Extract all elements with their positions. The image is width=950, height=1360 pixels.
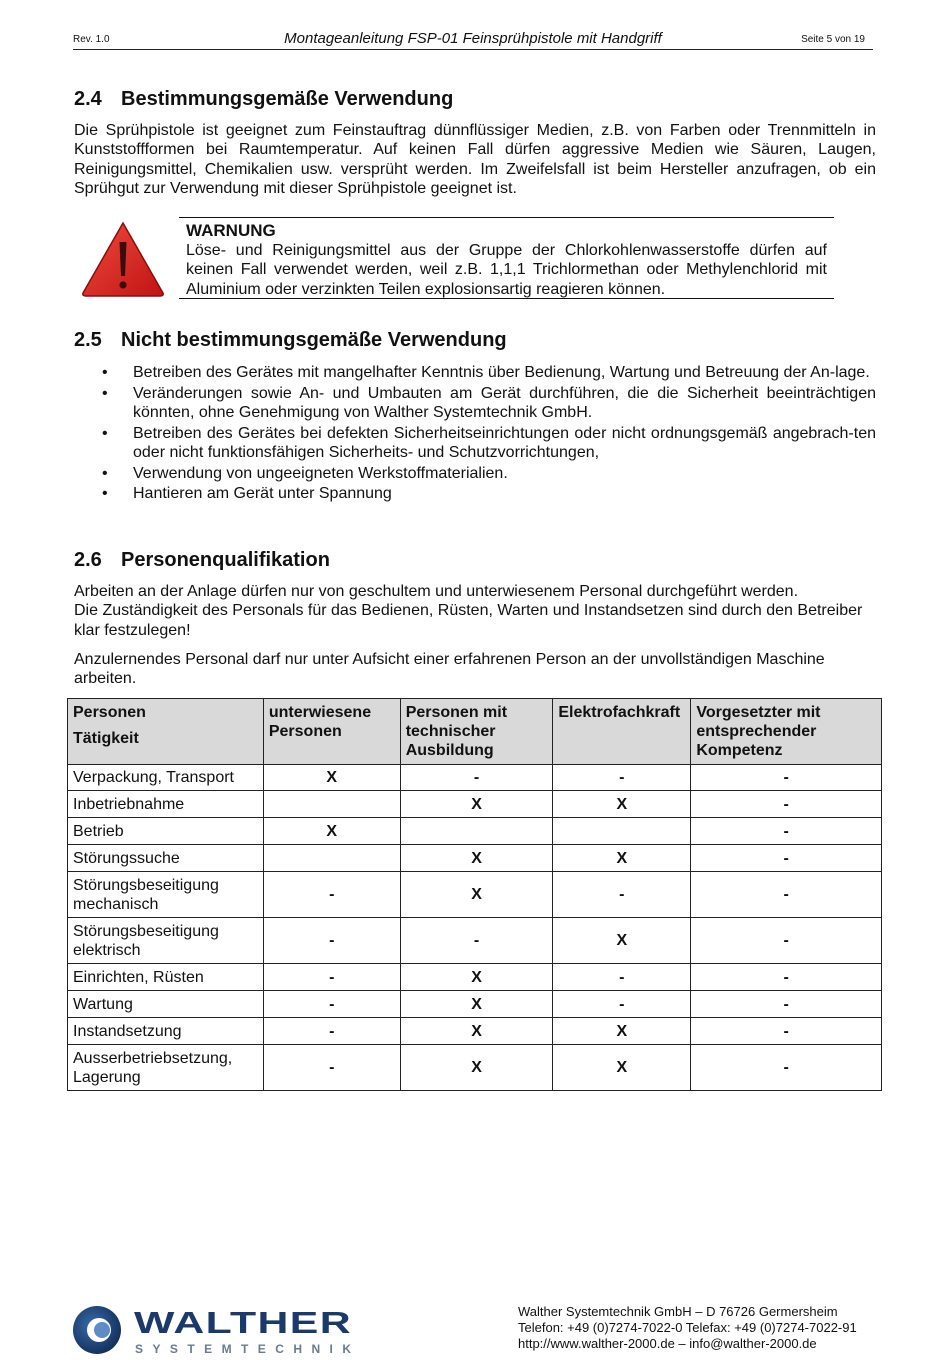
table-cell bbox=[263, 845, 400, 872]
table-cell: - bbox=[553, 872, 691, 918]
table-cell: - bbox=[691, 964, 882, 991]
warning-title: WARNUNG bbox=[186, 221, 276, 240]
section-title: Bestimmungsgemäße Verwendung bbox=[121, 88, 454, 110]
activity-cell: Inbetriebnahme bbox=[68, 791, 264, 818]
table-cell: - bbox=[691, 918, 882, 964]
table-row bbox=[68, 1018, 882, 1045]
table-cell: - bbox=[691, 991, 882, 1018]
table-row bbox=[68, 791, 882, 818]
column-header: Personen mit technischer Ausbildung bbox=[400, 699, 553, 765]
table-cell: X bbox=[553, 918, 691, 964]
activity-cell: Instandsetzung bbox=[68, 1018, 264, 1045]
table-cell bbox=[553, 818, 691, 845]
activity-cell: Störungssuche bbox=[68, 845, 264, 872]
table-header-row bbox=[68, 699, 882, 765]
table-row bbox=[68, 918, 882, 964]
table-cell: - bbox=[553, 991, 691, 1018]
table-cell: - bbox=[263, 918, 400, 964]
table-cell: - bbox=[691, 1018, 882, 1045]
section-title: Nicht bestimmungsgemäße Verwendung bbox=[121, 329, 507, 351]
section-number: 2.4 bbox=[74, 88, 102, 110]
qualification-line-1: Arbeiten an der Anlage dürfen nur von geschultem und unterwiesenem Personal durchgeführt werden. bbox=[74, 583, 799, 600]
warning-triangle-icon bbox=[80, 220, 166, 298]
table-cell: - bbox=[691, 872, 882, 918]
activity-cell: Ausserbetriebsetzung, Lagerung bbox=[68, 1045, 264, 1091]
table-cell: - bbox=[553, 765, 691, 791]
logo-subtitle: SYSTEMTECHNIK bbox=[135, 1342, 351, 1356]
company-web-link[interactable]: http://www.walther-2000.de – info@walther-2000.de bbox=[518, 1336, 817, 1351]
table-cell: X bbox=[400, 845, 553, 872]
table-cell: X bbox=[400, 1045, 553, 1091]
table-cell: - bbox=[553, 964, 691, 991]
trainee-paragraph: Anzulernendes Personal darf nur unter Aufsicht einer erfahrenen Person an der unvollständigen Maschine arbeiten. bbox=[74, 651, 825, 688]
section-number: 2.6 bbox=[74, 549, 102, 571]
table-cell: X bbox=[400, 1018, 553, 1045]
activity-cell: Wartung bbox=[68, 991, 264, 1018]
table-cell: X bbox=[400, 991, 553, 1018]
table-cell: - bbox=[691, 765, 882, 791]
warning-text: Löse- und Reinigungsmittel aus der Gruppe der Chlorkohlenwasserstoffe dürfen auf keinen Fall verwendet werden, weil z.B. 1,1,1 Trichlormethan oder Methylenchlorid mit Aluminium oder verzinkten Teilen explosionsartig reagieren können. bbox=[186, 242, 827, 298]
column-header: unterwiesene Personen bbox=[263, 699, 400, 765]
section-heading-2-4 bbox=[74, 88, 453, 111]
table-row bbox=[68, 1045, 882, 1091]
table-row bbox=[68, 765, 882, 791]
table-row bbox=[68, 964, 882, 991]
intended-use-paragraph: Die Sprühpistole ist geeignet zum Feinstauftrag dünnflüssiger Medien, z.B. von Farben oder Trennmitteln in Kunststoffformen bei Raumtemperatur. Auf keinen Fall dürfen aggressive Medien wie Säuren, Laugen, Reinigungsmittel, Chemikalien usw. versprüht werden. Im Zweifelsfall ist beim Hersteller anzufragen, ob ein Sprühgut zur Verwendung mit dieser Sprühpistole geeignet ist. bbox=[74, 122, 876, 198]
table-row bbox=[68, 845, 882, 872]
table-cell: - bbox=[263, 1045, 400, 1091]
walther-logo bbox=[72, 1303, 362, 1357]
logo-word: WALTHER bbox=[134, 1305, 352, 1340]
table-cell: X bbox=[400, 791, 553, 818]
table-cell: - bbox=[263, 1018, 400, 1045]
table-row bbox=[68, 991, 882, 1018]
list-item: • Betreiben des Gerätes bei defekten Sicherheitseinrichtungen oder nicht ordnungsgemäß angebrach-ten oder nicht funktionsfähigen Sicherheits- und Schutzvorrichtungen, bbox=[102, 424, 876, 461]
table-cell: - bbox=[400, 918, 553, 964]
warning-box bbox=[179, 217, 834, 299]
table-cell: X bbox=[263, 818, 400, 845]
list-item: • Betreiben des Gerätes mit mangelhafter Kenntnis über Bedienung, Wartung und Betreuung der An-lage. bbox=[102, 364, 870, 381]
section-number: 2.5 bbox=[74, 329, 102, 351]
list-item: • Veränderungen sowie An- und Umbauten am Gerät durchführen, die die Sicherheit beeinträchtigen könnten, ohne Genehmigung von Walther Systemtechnik GmbH. bbox=[102, 384, 876, 421]
table-row bbox=[68, 818, 882, 845]
list-item: • Hantieren am Gerät unter Spannung bbox=[102, 485, 392, 503]
column-header: Vorgesetzter mit entsprechender Kompetenz bbox=[691, 699, 882, 765]
activity-cell: Störungsbeseitigung mechanisch bbox=[68, 872, 264, 918]
table-cell: X bbox=[553, 791, 691, 818]
section-heading-2-6 bbox=[74, 549, 330, 572]
company-name: Walther Systemtechnik GmbH – D 76726 Germersheim bbox=[518, 1304, 838, 1319]
table-cell: - bbox=[691, 845, 882, 872]
table-cell: X bbox=[553, 845, 691, 872]
table-cell bbox=[263, 791, 400, 818]
table-corner-header bbox=[68, 699, 264, 765]
qualification-paragraph bbox=[74, 582, 876, 640]
activity-cell: Verpackung, Transport bbox=[68, 765, 264, 791]
table-cell: - bbox=[263, 991, 400, 1018]
company-phone: Telefon: +49 (0)7274-7022-0 Telefax: +49 (0)7274-7022-91 bbox=[518, 1320, 857, 1335]
section-title: Personenqualifikation bbox=[121, 549, 330, 571]
corner-label-activity: Tätigkeit bbox=[73, 730, 139, 747]
activity-cell: Störungsbeseitigung elektrisch bbox=[68, 918, 264, 964]
revision-label: Rev. 1.0 bbox=[73, 34, 110, 45]
section-heading-2-5 bbox=[74, 329, 507, 352]
table-cell: - bbox=[400, 765, 553, 791]
corner-label-persons: Personen bbox=[73, 704, 146, 721]
table-cell: X bbox=[263, 765, 400, 791]
qualification-table bbox=[67, 698, 882, 1091]
table-cell: - bbox=[263, 872, 400, 918]
table-cell: X bbox=[400, 872, 553, 918]
company-footer bbox=[518, 1304, 857, 1352]
qualification-line-2: Die Zuständigkeit des Personals für das Bedienen, Rüsten, Warten und Instandsetzen sind durch den Betreiber klar festzulegen! bbox=[74, 602, 863, 639]
table-cell: - bbox=[263, 964, 400, 991]
document-title: Montageanleitung FSP-01 Feinsprühpistole mit Handgriff bbox=[284, 30, 662, 47]
table-cell: X bbox=[553, 1045, 691, 1091]
page-header bbox=[73, 28, 873, 50]
column-header: Elektrofachkraft bbox=[553, 699, 691, 765]
table-cell: - bbox=[691, 791, 882, 818]
misuse-list bbox=[74, 363, 876, 505]
activity-cell: Betrieb bbox=[68, 818, 264, 845]
table-row bbox=[68, 872, 882, 918]
table-cell bbox=[400, 818, 553, 845]
table-cell: X bbox=[553, 1018, 691, 1045]
table-cell: - bbox=[691, 818, 882, 845]
page-number: Seite 5 von 19 bbox=[801, 34, 865, 45]
activity-cell: Einrichten, Rüsten bbox=[68, 964, 264, 991]
table-cell: X bbox=[400, 964, 553, 991]
table-cell: - bbox=[691, 1045, 882, 1091]
list-item: • Verwendung von ungeeigneten Werkstoffmaterialien. bbox=[102, 464, 508, 482]
